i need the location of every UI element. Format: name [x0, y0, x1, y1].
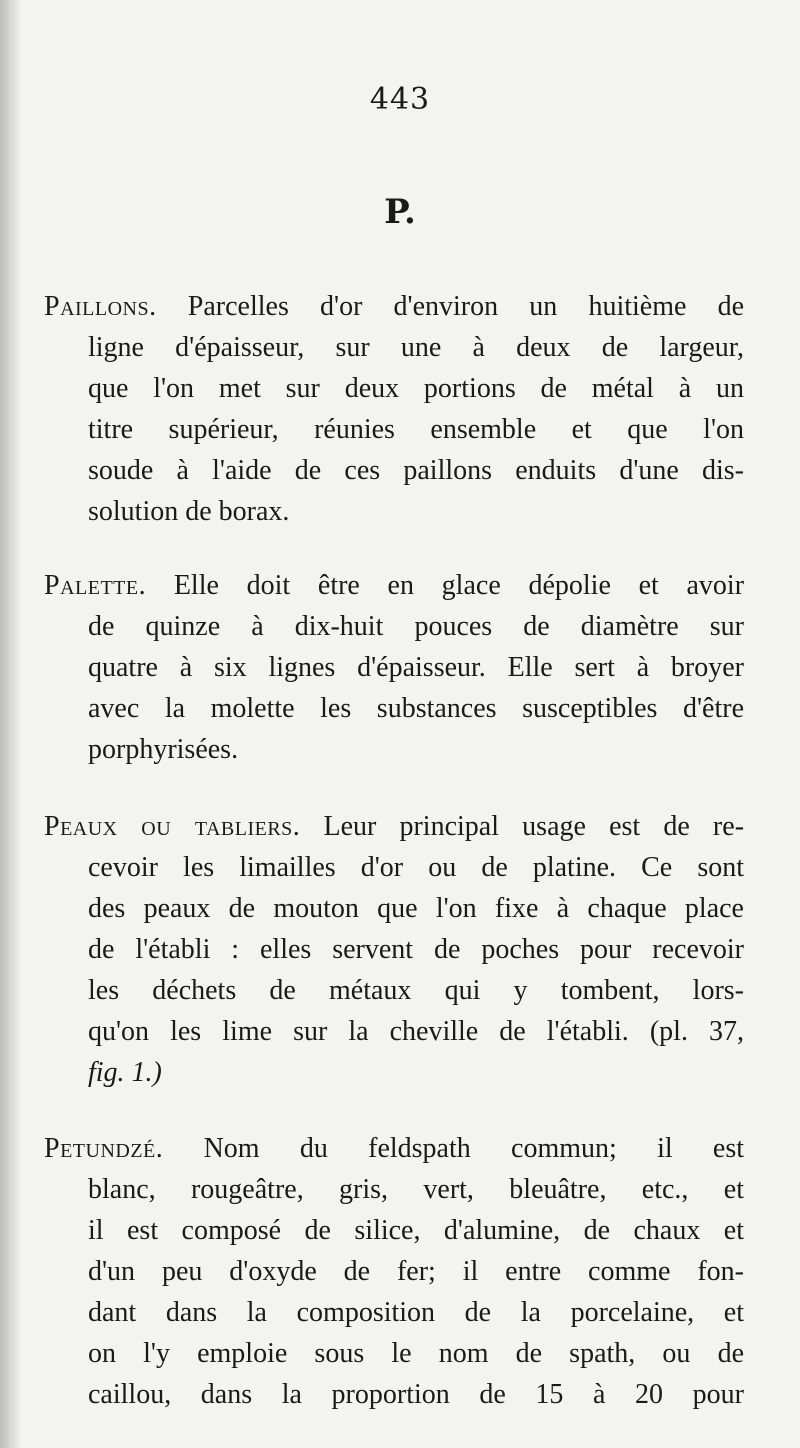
dictionary-entry-petundze — [44, 1128, 744, 1415]
entry-line: avec la molette les substances susceptibles d'être — [88, 693, 744, 724]
entry-line: les déchets de métaux qui y tombent, lors- — [88, 975, 744, 1006]
entry-line — [44, 286, 744, 327]
entry-term: Petundzé. — [44, 1133, 164, 1164]
entry-text: Parcelles d'or d'environ un huitième de — [187, 291, 744, 322]
entry-term: Peaux ou tabliers. — [44, 811, 301, 842]
entry-line: caillou, dans la proportion de 15 à 20 pour — [88, 1379, 744, 1410]
entry-line: de quinze à dix-huit pouces de diamètre sur — [88, 611, 744, 642]
entry-line: de l'établi : elles servent de poches pour recevoir — [88, 934, 744, 965]
entry-line: cevoir les limailles d'or ou de platine. Ce sont — [88, 852, 744, 883]
entry-line: qu'on les lime sur la cheville de l'établi. (pl. 37, — [88, 1016, 744, 1047]
entry-text: Elle doit être en glace dépolie et avoir — [173, 570, 745, 601]
entry-line: soude à l'aide de ces paillons enduits d'une dis- — [88, 455, 744, 486]
entry-line — [44, 1128, 744, 1169]
dictionary-entry-peaux-ou-tabliers — [44, 806, 744, 1093]
entry-text: Leur principal usage est de re- — [323, 811, 745, 842]
entry-line — [44, 806, 744, 847]
entry-line: dant dans la composition de la porcelaine, et — [88, 1297, 744, 1328]
entry-term: Paillons. — [44, 291, 157, 322]
dictionary-entry-paillons — [44, 286, 744, 532]
entry-line: blanc, rougeâtre, gris, vert, bleuâtre, etc., et — [88, 1174, 744, 1205]
entry-line: des peaux de mouton que l'on fixe à chaque place — [88, 893, 744, 924]
entry-line — [44, 565, 744, 606]
entry-line: d'un peu d'oxyde de fer; il entre comme fon- — [88, 1256, 744, 1287]
entry-line: on l'y emploie sous le nom de spath, ou de — [88, 1338, 744, 1369]
entry-line: il est composé de silice, d'alumine, de chaux et — [88, 1215, 744, 1246]
entry-line: ligne d'épaisseur, sur une à deux de largeur, — [88, 332, 744, 363]
entry-line: quatre à six lignes d'épaisseur. Elle sert à broyer — [88, 652, 744, 683]
entry-line: que l'on met sur deux portions de métal à un — [88, 373, 744, 404]
section-letter-heading: P. — [384, 192, 416, 232]
page-number: 443 — [369, 82, 431, 117]
entry-line: titre supérieur, réunies ensemble et que l'on — [88, 414, 744, 445]
entry-term: Palette. — [44, 570, 147, 601]
entry-line: porphyrisées. — [88, 734, 239, 765]
entry-line: solution de borax. — [88, 496, 290, 527]
dictionary-entry-palette — [44, 565, 744, 770]
entry-text: Nom du feldspath commun; il est — [203, 1133, 745, 1164]
entry-line: fig. 1.) — [88, 1057, 162, 1088]
